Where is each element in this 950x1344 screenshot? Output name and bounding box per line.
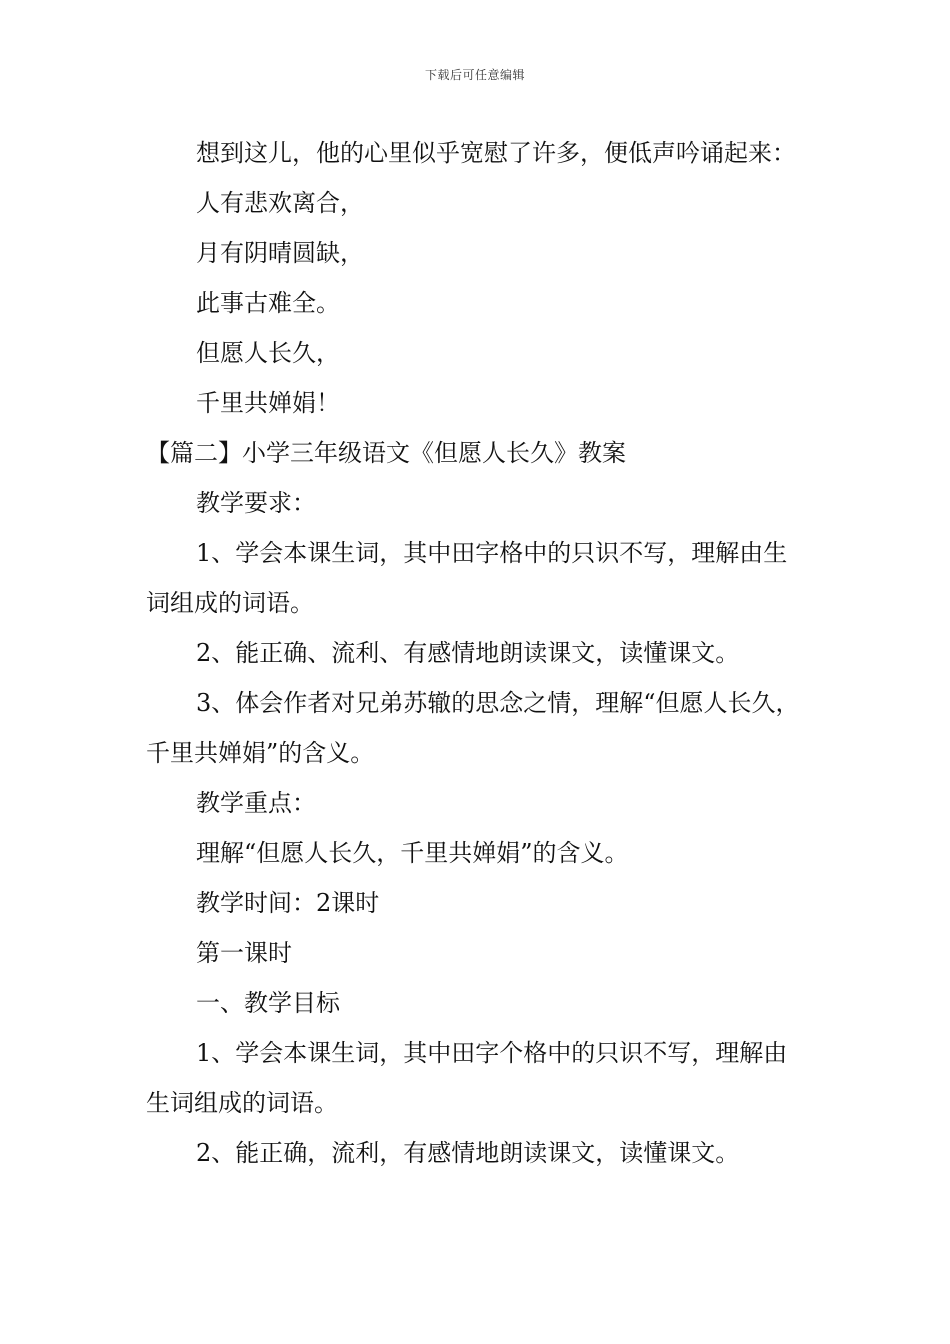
teaching-requirements-heading: 教学要求： (196, 489, 316, 517)
poem-line-4: 但愿人长久， (196, 339, 340, 367)
requirement-item-1: 1、学会本课生词，其中田字格中的只识不写，理解由生词组成的词语。 (146, 539, 788, 617)
poem-line-2: 月有阴晴圆缺， (196, 239, 364, 267)
teaching-focus-heading: 教学重点： (196, 789, 316, 817)
requirement-item-3: 3、体会作者对兄弟苏辙的思念之情，理解“但愿人长久，千里共婵娟”的含义。 (146, 689, 800, 767)
poem-line-5: 千里共婵娟！ (196, 389, 340, 417)
objective-item-2: 2、能正确，流利，有感情地朗读课文，读懂课文。 (196, 1139, 740, 1167)
objectives-heading: 一、教学目标 (196, 989, 340, 1017)
poem-line-3: 此事古难全。 (196, 289, 340, 317)
document-body (146, 128, 806, 1178)
objective-item-1: 1、学会本课生词，其中田字个格中的只识不写，理解由生词组成的词语。 (146, 1039, 788, 1117)
requirement-item-2: 2、能正确、流利、有感情地朗读课文，读懂课文。 (196, 639, 740, 667)
poem-line-1: 人有悲欢离合， (196, 189, 364, 217)
lesson-one-heading: 第一课时 (196, 939, 292, 967)
teaching-time: 教学时间：2课时 (196, 889, 380, 917)
teaching-focus-item: 理解“但愿人长久，千里共婵娟”的含义。 (196, 839, 629, 867)
page-header-note: 下载后可任意编辑 (424, 68, 525, 82)
section-title: 【篇二】小学三年级语文《但愿人长久》教案 (146, 439, 626, 467)
paragraph-1: 想到这儿，他的心里似乎宽慰了许多，便低声吟诵起来： (196, 139, 796, 167)
